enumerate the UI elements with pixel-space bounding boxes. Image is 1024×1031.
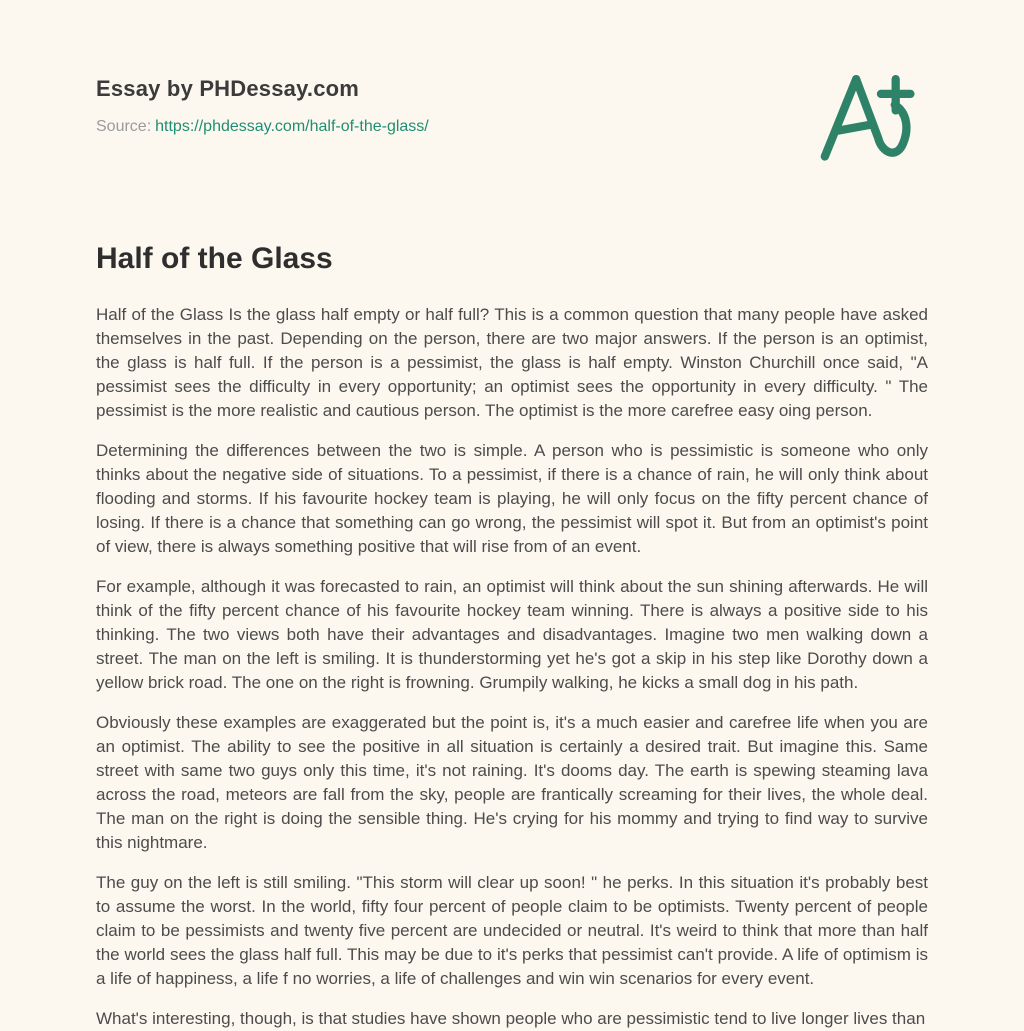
- page-title: Half of the Glass: [96, 242, 333, 275]
- source-link[interactable]: https://phdessay.com/half-of-the-glass/: [155, 118, 429, 135]
- brand-title: Essay by PHDessay.com: [96, 76, 360, 101]
- essay-body: [96, 303, 928, 1031]
- logo-a-crossbar: [838, 124, 873, 130]
- page-header: [96, 76, 928, 162]
- a-plus-logo: [810, 70, 928, 162]
- essay-paragraph: For example, although it was forecasted to rain, an optimist will think about the sun shining afterwards. He will think of the fifty percent chance of his favourite hockey team winning. There is always a positive side to his thinking. The two views both have their advantages and disadvantages. Imagine two men walking down a street. The man on the left is smiling. It is thunderstorming yet he's got a skip in his step like Dorothy down a yellow brick road. The one on the right is frowning. Grumpily walking, he kicks a small dog in his path.: [96, 577, 928, 692]
- essay-paragraph: The guy on the left is still smiling. "This storm will clear up soon! " he perks. In this situation it's probably best to assume the worst. In the world, fifty four percent of people claim to be optimists. Twenty percent of people claim to be pessimists and twenty five percent are undecided or neutral. It's weird to think that more than half the world sees the glass half full. This may be due to it's perks that pessimist can't provide. A life of optimism is a life of happiness, a life f no worries, a life of challenges and win win scenarios for every event.: [96, 873, 928, 988]
- essay-paragraph: Half of the Glass Is the glass half empty or half full? This is a common question that many people have asked themselves in the past. Depending on the person, there are two major answers. If the person is an optimist, the glass is half full. If the person is a pessimist, the glass is half empty. Winston Churchill once said, "A pessimist sees the difficulty in every opportunity; an optimist sees the opportunity in every difficulty. " The pessimist is the more realistic and cautious person. The optimist is the more carefree easy oing person.: [96, 305, 928, 420]
- essay-paragraph: Obviously these examples are exaggerated but the point is, it's a much easier and carefree life when you are an optimist. The ability to see the positive in all situation is certainly a desired trait. But imagine this. Same street with same two guys only this time, it's not raining. It's dooms day. The earth is spewing steaming lava across the road, meteors are fall from the sky, people are frantically screaming for their lives, the whole deal. The man on the right is doing the sensible thing. He's crying for his mommy and trying to find way to survive this nightmare.: [96, 713, 928, 852]
- source-label: Source:: [96, 118, 152, 135]
- essay-paragraph: Determining the differences between the two is simple. A person who is pessimistic is someone who only thinks about the negative side of situations. To a pessimist, if there is a chance of rain, he will only think about flooding and storms. If his favourite hockey team is playing, he will only focus on the fifty percent chance of losing. If there is a chance that something can go wrong, the pessimist will spot it. But from an optimist's point of view, there is always something positive that will rise from of an event.: [96, 441, 928, 556]
- source-line: [96, 118, 429, 136]
- essay-paragraph: What's interesting, though, is that studies have shown people who are pessimistic tend to live longer lives than: [96, 1009, 926, 1028]
- logo-a-left-stroke: [825, 79, 856, 156]
- header-text-block: [96, 76, 429, 136]
